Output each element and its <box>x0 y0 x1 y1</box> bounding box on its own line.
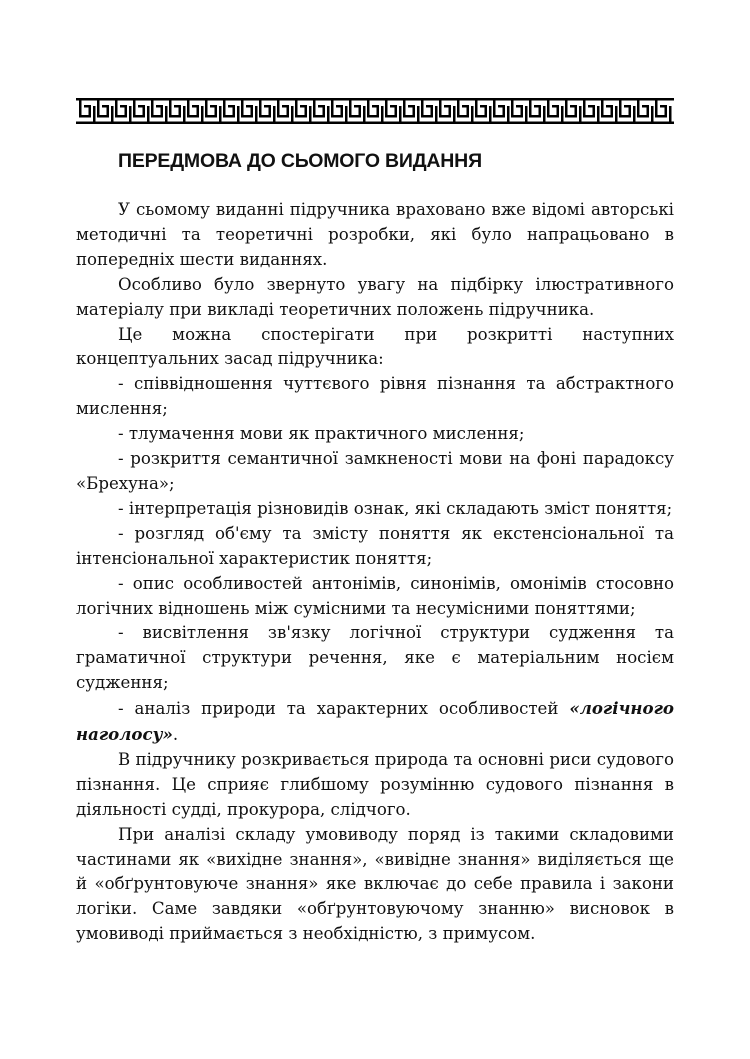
list-item-8-text: - аналіз природи та характерних особливостей <box>118 699 570 719</box>
list-item-7: - висвітлення зв'язку логічної структури судження та граматичної структури речення, яке є матеріальним носієм судження; <box>76 623 674 693</box>
paragraph-2: Особливо було звернуто увагу на підбірку ілюстративного матеріалу при викладі теоретичних положень підручника. <box>76 274 674 319</box>
greek-key-ornament-icon <box>76 98 674 124</box>
logical-stress-emphasis: «логічного наголосу» <box>76 698 674 745</box>
list-item-4: - інтерпретація різновидів ознак, які складають зміст поняття; <box>118 498 673 518</box>
list-item-8 <box>76 696 674 748</box>
greek-key-border <box>76 98 674 124</box>
paragraph-1: У сьомому виданні підручника враховано вже відомі авторські методичні та теоретичні розробки, які було напрацьовано в попередніх шести виданнях. <box>76 200 674 269</box>
list-item-5: - розгляд об'єму та змісту поняття як екстенсіональної та інтенсіональної характеристик поняття; <box>76 523 674 568</box>
page-title: ПЕРЕДМОВА ДО СЬОМОГО ВИДАННЯ <box>118 150 482 172</box>
preface-body <box>76 198 674 947</box>
paragraph-4: В підручнику розкривається природа та основні риси судового пізнання. Це сприяє глибшому розумінню судового пізнання в діяльності судді, прокурора, слідчого. <box>76 749 674 819</box>
list-item-6: - опис особливостей антонімів, синонімів, омонімів стосовно логічних відношень між сумісними та несумісними поняттями; <box>76 573 674 618</box>
list-item-2: - тлумачення мови як практичного мислення; <box>118 424 525 444</box>
paragraph-5: При аналізі складу умовиводу поряд із такими складовими частинами як «вихідне знання», «вивідне знання» виділяється ще й «обґрунтовуюче знання» яке включає до себе правила і закони логіки. Саме завдяки «обґрунтовуючому знанню» висновок в умовиводі приймається з необхідністю, з примусом. <box>76 824 674 944</box>
list-item-8-end: . <box>172 725 179 745</box>
list-item-1: - співвідношення чуттєвого рівня пізнання та абстрактного мислення; <box>76 374 674 419</box>
list-item-3: - розкриття семантичної замкненості мови на фоні парадоксу «Брехуна»; <box>76 449 674 493</box>
paragraph-3: Це можна спостерігати при розкритті наступних концептуальних засад підручника: <box>76 324 674 369</box>
